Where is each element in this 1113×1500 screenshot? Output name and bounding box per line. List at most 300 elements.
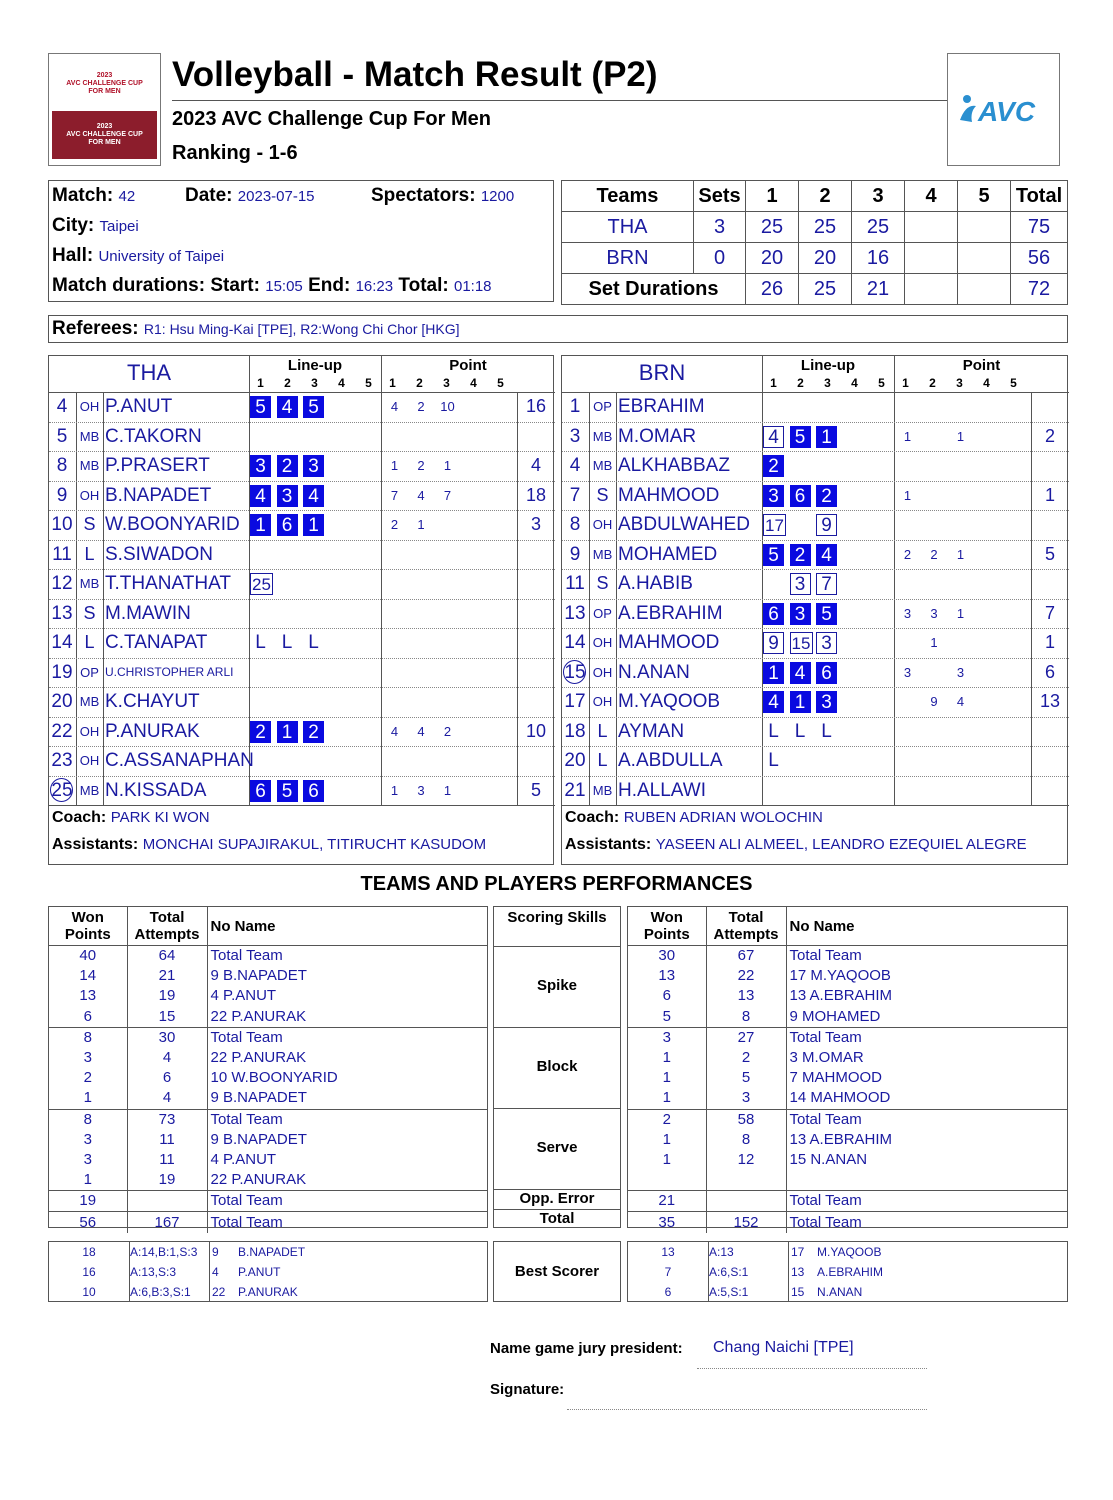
performance-row <box>49 1088 487 1109</box>
won-points: 13 <box>628 966 706 986</box>
scorer-breakdown: A:6,B:3,S:1 <box>130 1285 191 1299</box>
lineup-position: 1 <box>763 662 784 684</box>
won-points: 1 <box>628 1048 706 1068</box>
total-attempts <box>706 1191 786 1212</box>
scorer-number: 4 <box>212 1265 219 1279</box>
lineup-position: L <box>794 720 806 742</box>
performance-row <box>49 1068 487 1088</box>
lineup-position: 3 <box>763 485 784 507</box>
set-points: 1 <box>903 487 912 503</box>
player-total-points: 1 <box>1044 632 1055 652</box>
set-points: 4 <box>417 487 425 503</box>
performance-row <box>628 1048 1067 1068</box>
best-scorer-tha <box>48 1241 488 1302</box>
set-number: 2 <box>416 376 423 390</box>
set-number: 5 <box>878 376 885 390</box>
performance-row <box>628 1130 1067 1150</box>
lineup-position: 3 <box>790 603 811 625</box>
player-name: C.TAKORN <box>105 425 202 447</box>
lineup-position: 4 <box>790 662 811 684</box>
player-name: H.ALLAWI <box>618 779 706 801</box>
lineup-position: 5 <box>816 603 837 625</box>
set-points: 4 <box>956 694 965 709</box>
won-points: 1 <box>628 1088 706 1109</box>
performance-row <box>628 1068 1067 1088</box>
skills-divider <box>494 1108 620 1109</box>
total-attempts: 21 <box>127 966 207 986</box>
total-attempts-header: Total Attempts <box>706 907 786 946</box>
player-row <box>562 746 1067 776</box>
scorer-points: 7 <box>664 1265 672 1279</box>
total-attempts: 4 <box>127 1088 207 1109</box>
player-number: 13 <box>564 602 586 624</box>
set-number: 3 <box>443 376 450 390</box>
player-name: T.THANATHAT <box>105 573 231 594</box>
player-name: C.TANAPAT <box>105 632 208 653</box>
player-position: MB <box>592 546 613 562</box>
set-number: 1 <box>902 376 909 390</box>
assistants-label: Assistants: <box>565 836 652 853</box>
player-position: S <box>596 573 609 593</box>
player-name: 9 B.NAPADET <box>210 1130 307 1148</box>
scorer-points: 13 <box>661 1245 675 1259</box>
won-points-header: Won Points <box>49 907 127 946</box>
player-total-points: 3 <box>530 514 541 534</box>
player-number: 13 <box>51 602 73 624</box>
player-number: 4 <box>569 455 581 476</box>
performance-row <box>628 1170 1067 1191</box>
lineup-position: 4 <box>277 396 298 418</box>
skills-header: Scoring Skills <box>507 909 607 926</box>
player-name: P.PRASERT <box>105 455 210 476</box>
player-number: 21 <box>564 779 586 801</box>
won-points: 3 <box>49 1150 127 1170</box>
performance-row <box>628 1191 1067 1212</box>
player-row <box>562 776 1067 806</box>
won-points: 3 <box>49 1048 127 1068</box>
player-row <box>562 540 1067 570</box>
total-attempts: 6 <box>127 1068 207 1088</box>
coach-name: RUBEN ADRIAN WOLOCHIN <box>623 809 823 826</box>
scorer-breakdown: A:13,S:3 <box>130 1265 177 1279</box>
ranking-label: Ranking - 1-6 <box>172 142 298 164</box>
lineup-position: 4 <box>763 691 784 713</box>
player-row <box>49 628 553 658</box>
scorer-breakdown: A:14,B:1,S:3 <box>130 1245 198 1259</box>
performance-row <box>628 1212 1067 1233</box>
best-scorer-label: Best Scorer <box>493 1241 621 1302</box>
set-number: 2 <box>929 376 936 390</box>
player-name: 13 A.EBRAHIM <box>789 1130 893 1148</box>
point-header: Point <box>449 357 487 374</box>
scorer-name: P.ANUT <box>238 1265 281 1279</box>
lineup-position: 6 <box>250 780 271 802</box>
set-points: 4 <box>390 399 399 414</box>
player-name: C.ASSANAPHAN <box>105 750 254 771</box>
player-name: Total Team <box>207 1191 487 1212</box>
scorer-breakdown: A:6,S:1 <box>709 1265 749 1279</box>
player-position: MB <box>79 458 100 473</box>
player-row <box>49 422 553 452</box>
player-name: 13 A.EBRAHIM <box>789 987 893 1005</box>
lineup-position: 6 <box>763 603 784 625</box>
lineup-position: 5 <box>250 396 271 418</box>
player-number: 4 <box>56 396 68 417</box>
total-attempts: 8 <box>706 1130 786 1150</box>
won-points: 35 <box>628 1212 706 1233</box>
set-points: 1 <box>390 782 399 798</box>
scorer-number: 17 <box>791 1245 805 1259</box>
player-total-points: 2 <box>1044 425 1055 446</box>
set-number: 1 <box>770 376 777 390</box>
performance-table <box>628 907 1067 1233</box>
player-name: A.ABDULLA <box>618 750 723 771</box>
point-header: Point <box>962 357 1001 374</box>
set-number: 2 <box>284 376 291 390</box>
lineup-position: 2 <box>277 455 298 477</box>
player-name: AYMAN <box>618 720 685 742</box>
player-name: S.SIWADON <box>105 543 214 565</box>
player-total-points: 18 <box>525 484 547 505</box>
set-points: 9 <box>930 694 938 709</box>
competition-name: 2023 AVC Challenge Cup For Men <box>172 108 491 130</box>
total-attempts: 167 <box>127 1212 207 1233</box>
player-number: 11 <box>52 543 72 565</box>
lineup-position: 3 <box>790 573 811 595</box>
player-position: OH <box>592 694 613 709</box>
match-number: Match: 42 <box>52 185 136 206</box>
player-row <box>562 392 1067 422</box>
player-name: MOHAMED <box>618 543 718 565</box>
lineup-position: 9 <box>763 632 784 654</box>
score-header-row: Teams Sets 1 2 3 4 5 Total <box>562 181 1068 212</box>
set-number: 1 <box>257 376 264 390</box>
best-scorer-divider <box>129 1242 130 1301</box>
player-name: Total Team <box>786 1027 1067 1048</box>
player-position: OH <box>79 723 100 739</box>
lineup-set-numbers <box>247 376 382 390</box>
player-name: B.NAPADET <box>105 484 212 506</box>
lineup-position: 3 <box>816 632 837 654</box>
lineup-position: 1 <box>277 721 298 743</box>
set-points: 10 <box>440 399 455 414</box>
player-row <box>49 569 553 599</box>
total-attempts: 64 <box>127 946 207 967</box>
scorer-points: 16 <box>82 1265 96 1279</box>
won-points: 14 <box>49 966 127 986</box>
player-row <box>49 687 553 717</box>
skills-divider <box>494 946 620 947</box>
coach <box>565 809 823 827</box>
player-row <box>49 658 553 688</box>
signature-line <box>567 1409 927 1410</box>
player-number: 8 <box>569 514 581 535</box>
set-points: 2 <box>417 458 425 473</box>
won-points: 1 <box>49 1088 127 1109</box>
player-name: 9 MOHAMED <box>789 1007 881 1025</box>
set-points: 1 <box>903 428 912 444</box>
player-name: 10 W.BOONYARID <box>210 1069 338 1087</box>
set-points: 3 <box>930 605 938 621</box>
lineup-position: 1 <box>816 426 837 448</box>
player-name: 22 P.ANURAK <box>210 1171 307 1189</box>
set-points: 2 <box>903 546 912 562</box>
best-scorer-row <box>628 1282 1067 1302</box>
player-name: N.ANAN <box>618 661 690 683</box>
player-number: 18 <box>564 720 586 742</box>
player-position: OP <box>593 399 612 414</box>
won-points: 30 <box>628 946 706 967</box>
player-name <box>786 1170 1067 1191</box>
player-position: S <box>83 602 96 623</box>
set-points: 2 <box>390 517 399 532</box>
player-total-points: 13 <box>1039 691 1061 711</box>
total-attempts <box>127 1191 207 1212</box>
player-total-points: 4 <box>530 455 541 475</box>
coach-name: PARK KI WON <box>110 809 210 826</box>
player-name: 9 B.NAPADET <box>210 1089 307 1107</box>
page-title: Volleyball - Match Result (P2) <box>172 55 658 94</box>
total-attempts: 8 <box>706 1007 786 1028</box>
signature-label: Signature: <box>490 1381 565 1398</box>
player-position: OP <box>593 605 612 621</box>
player-name: 22 P.ANURAK <box>210 1007 307 1025</box>
total-attempts: 11 <box>127 1150 207 1170</box>
set-number: 5 <box>1010 376 1017 390</box>
player-position: OH <box>79 399 100 414</box>
player-number: 15 <box>564 661 586 683</box>
set-number: 4 <box>851 376 858 390</box>
set-points: 3 <box>956 664 965 680</box>
scorer-name: A.EBRAHIM <box>817 1265 884 1279</box>
score-row-tha: THA 3 25 25 25 75 <box>562 212 1068 243</box>
event-logo-top: 2023 AVC CHALLENGE CUP FOR MEN <box>66 72 143 95</box>
total-attempts: 12 <box>706 1150 786 1170</box>
player-row <box>562 717 1067 747</box>
player-row <box>49 481 553 511</box>
set-points: 1 <box>443 458 452 473</box>
lineup-position: L <box>821 720 832 742</box>
player-row <box>49 392 553 422</box>
player-name: ALKHABBAZ <box>618 455 730 476</box>
performance-row <box>628 1150 1067 1170</box>
player-number: 23 <box>51 750 73 771</box>
roster-team-name: BRN <box>638 360 686 385</box>
performance-table-brn <box>627 906 1068 1231</box>
performance-row <box>49 1212 487 1233</box>
won-points: 21 <box>628 1191 706 1212</box>
player-total-points: 1 <box>1044 484 1055 505</box>
lineup-position: 4 <box>303 485 324 507</box>
skill-total: Total <box>539 1210 575 1227</box>
total-attempts: 5 <box>706 1068 786 1088</box>
lineup-position: 1 <box>303 514 324 536</box>
total-attempts: 13 <box>706 986 786 1006</box>
event-logo-bottom: 2023 AVC CHALLENGE CUP FOR MEN <box>52 111 157 159</box>
player-number: 8 <box>56 455 68 476</box>
player-row <box>49 451 553 481</box>
lineup-position: 1 <box>790 691 811 713</box>
performance-row <box>628 966 1067 986</box>
won-points: 6 <box>628 986 706 1006</box>
coach-label: Coach: <box>52 809 107 826</box>
set-points: 1 <box>390 458 399 473</box>
won-points: 5 <box>628 1007 706 1028</box>
scorer-number: 15 <box>791 1285 805 1299</box>
player-position: OH <box>592 517 613 532</box>
won-points: 3 <box>628 1027 706 1048</box>
set-number: 3 <box>311 376 318 390</box>
skill-serve: Serve <box>536 1139 578 1156</box>
player-row <box>49 746 553 776</box>
player-position: MB <box>79 782 100 798</box>
player-name: Total Team <box>207 1027 487 1048</box>
set-number: 1 <box>389 376 396 390</box>
player-name: P.ANURAK <box>105 720 200 742</box>
avc-logo-icon <box>956 90 1052 130</box>
player-number: 3 <box>569 425 581 447</box>
player-number: 11 <box>565 573 585 594</box>
won-points: 8 <box>49 1027 127 1048</box>
performance-row <box>49 1150 487 1170</box>
player-position: OH <box>79 487 100 503</box>
no-name-header: No Name <box>786 907 1067 946</box>
set-number: 5 <box>365 376 372 390</box>
player-row <box>49 510 553 540</box>
point-set-numbers <box>892 376 1027 390</box>
total-attempts <box>706 1170 786 1191</box>
set-points: 2 <box>417 399 425 414</box>
no-name-header: No Name <box>207 907 487 946</box>
player-row <box>49 776 553 806</box>
set-points: 1 <box>956 546 965 562</box>
total-attempts: 30 <box>127 1027 207 1048</box>
won-points: 1 <box>628 1150 706 1170</box>
performance-table <box>49 907 487 1233</box>
jury-line <box>697 1368 927 1369</box>
player-position: L <box>597 750 608 770</box>
player-number: 10 <box>51 514 73 535</box>
player-position: OP <box>80 664 99 680</box>
won-points-header: Won Points <box>628 907 706 946</box>
lineup-position: 6 <box>790 485 811 507</box>
player-number: 14 <box>51 632 73 653</box>
scorer-number: 13 <box>791 1265 805 1279</box>
player-name: 4 P.ANUT <box>210 1150 277 1168</box>
skill-spike: Spike <box>536 977 578 994</box>
player-name: M.MAWIN <box>105 602 191 624</box>
player-total-points: 5 <box>1044 543 1055 564</box>
lineup-position: 6 <box>277 514 298 536</box>
player-row <box>562 422 1067 452</box>
total-attempts: 73 <box>127 1109 207 1130</box>
player-position: MB <box>592 428 613 444</box>
player-number: 14 <box>564 632 586 653</box>
lineup-position: 15 <box>790 632 813 654</box>
player-name: MAHMOOD <box>618 632 720 653</box>
won-points: 1 <box>628 1068 706 1088</box>
best-scorer-divider <box>708 1242 709 1301</box>
best-scorer-row <box>628 1262 1067 1282</box>
won-points: 13 <box>49 986 127 1006</box>
player-number: 9 <box>569 543 581 565</box>
skills-divider <box>494 1027 620 1028</box>
player-name: MAHMOOD <box>618 484 720 506</box>
player-row <box>562 510 1067 540</box>
set-points: 1 <box>930 635 938 650</box>
performance-row <box>628 1027 1067 1048</box>
total-attempts: 67 <box>706 946 786 967</box>
roster-team-name: THA <box>127 360 171 385</box>
player-number: 20 <box>51 691 73 712</box>
skill-opp-error: Opp. Error <box>519 1190 595 1207</box>
player-name: Total Team <box>786 1109 1067 1130</box>
lineup-position: 3 <box>250 455 271 477</box>
performance-row <box>49 1170 487 1191</box>
performance-row <box>49 1109 487 1130</box>
assistants-names: YASEEN ALI ALMEEL, LEANDRO EZEQUIEL ALEGRE <box>655 836 1027 853</box>
player-row <box>562 628 1067 658</box>
player-number: 25 <box>51 779 73 801</box>
set-points: 7 <box>390 487 399 503</box>
player-name: 17 M.YAQOOB <box>789 967 891 985</box>
performances-title: TEAMS AND PLAYERS PERFORMANCES <box>360 873 753 895</box>
player-name: U.CHRISTOPHER ARLI <box>105 664 234 679</box>
lineup-position: 3 <box>816 691 837 713</box>
lineup-position: 4 <box>250 485 271 507</box>
city: City: Taipei <box>52 215 139 236</box>
performance-row <box>49 966 487 986</box>
total-attempts-header: Total Attempts <box>127 907 207 946</box>
player-row <box>49 540 553 570</box>
player-name: A.HABIB <box>618 573 693 594</box>
set-points: 1 <box>956 605 965 621</box>
scorer-name: P.ANURAK <box>238 1285 298 1299</box>
player-position: MB <box>79 576 100 591</box>
player-name: Total Team <box>786 1212 1067 1233</box>
set-points: 3 <box>417 782 425 798</box>
point-set-numbers <box>379 376 514 390</box>
total-attempts: 152 <box>706 1212 786 1233</box>
lineup-position: 4 <box>763 426 784 448</box>
player-name: 9 B.NAPADET <box>210 967 307 985</box>
set-number: 2 <box>797 376 804 390</box>
won-points: 1 <box>628 1130 706 1150</box>
set-number: 4 <box>338 376 345 390</box>
player-position: MB <box>592 782 613 798</box>
player-name: Total Team <box>789 947 862 965</box>
roster-divider <box>562 805 1069 806</box>
performance-row <box>49 1191 487 1212</box>
player-number: 12 <box>51 573 73 594</box>
performance-row <box>49 1027 487 1048</box>
player-name: P.ANUT <box>105 396 173 417</box>
player-row <box>49 599 553 629</box>
set-points: 1 <box>417 517 425 532</box>
roster-divider <box>49 805 555 806</box>
set-number: 4 <box>983 376 990 390</box>
best-scorer-row <box>49 1282 487 1302</box>
lineup-position: 3 <box>277 485 298 507</box>
lineup-position: 2 <box>250 721 271 743</box>
player-name: M.OMAR <box>618 425 697 447</box>
player-name: Total Team <box>207 1109 487 1130</box>
player-name: ABDULWAHED <box>618 514 750 535</box>
event-logo <box>48 53 161 166</box>
set-points: 2 <box>443 723 452 739</box>
performance-row <box>49 946 487 967</box>
jury-president-label: Name game jury president: <box>490 1340 683 1357</box>
